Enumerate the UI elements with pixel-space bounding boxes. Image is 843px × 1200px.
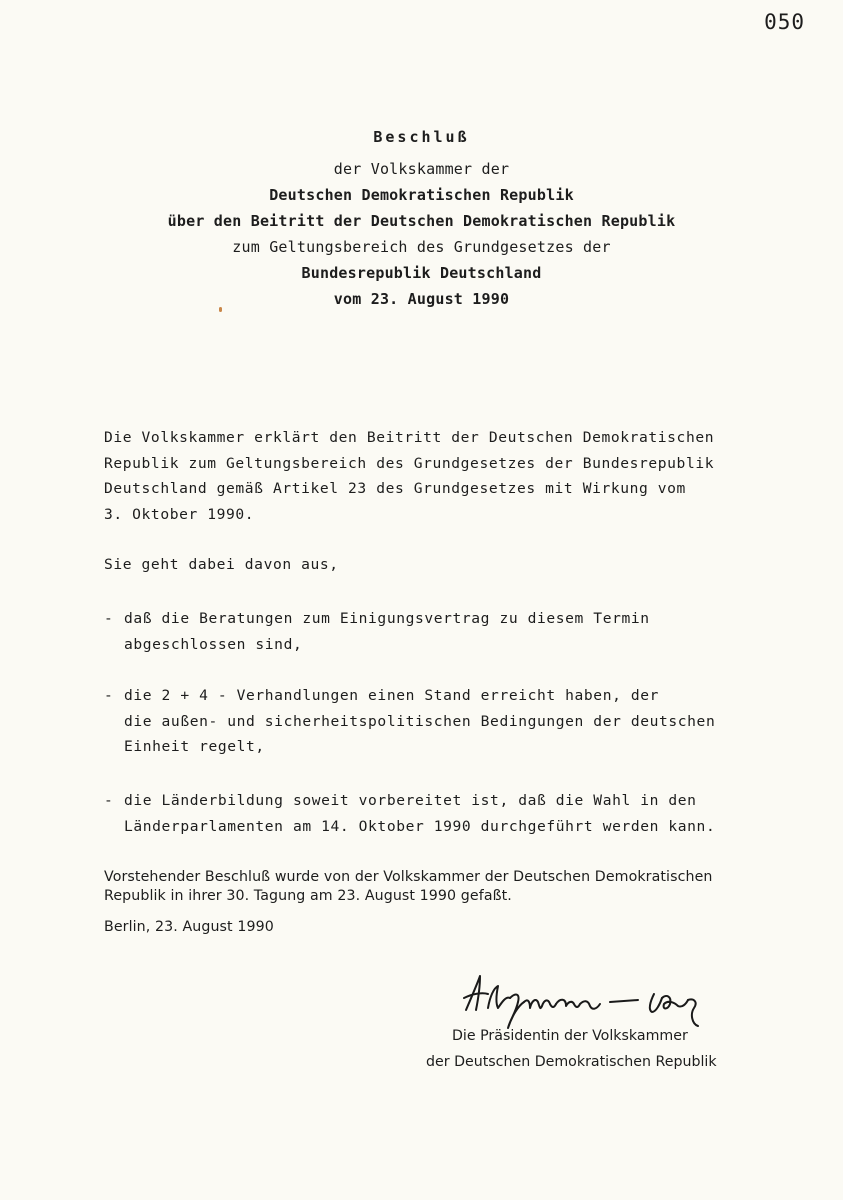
title-line: zum Geltungsbereich des Grundgesetzes der xyxy=(232,238,611,256)
closing-statement xyxy=(104,868,794,906)
text-line: Einheit regelt, xyxy=(124,738,265,755)
paragraph-declaration xyxy=(104,425,794,527)
text-line: 3. Oktober 1990. xyxy=(104,505,255,523)
text-line: die 2 + 4 - Verhandlungen einen Stand erreicht haben, der xyxy=(124,687,660,704)
bullet-item xyxy=(104,683,794,760)
title-line: vom 23. August 1990 xyxy=(333,290,510,308)
text-line: Vorstehender Beschluß wurde von der Volkskammer der Deutschen Demokratischen xyxy=(104,869,713,885)
text-line: daß die Beratungen zum Einigungsvertrag zu diesem Termin xyxy=(124,610,650,627)
signatory-institution: der Deutschen Demokratischen Republik xyxy=(426,1054,717,1070)
text-line: Sie geht dabei davon aus, xyxy=(104,556,339,573)
title-line: über den Beitritt der Deutschen Demokratischen Republik xyxy=(167,212,676,230)
bullet-item xyxy=(104,788,794,839)
paper-speck xyxy=(219,307,222,312)
title-line: der Volkskammer der xyxy=(333,160,510,178)
text-line: die Länderbildung soweit vorbereitet ist, daß die Wahl in den xyxy=(124,792,697,809)
title-line: Bundesrepublik Deutschland xyxy=(301,264,542,282)
bullet-dash: - xyxy=(104,792,114,809)
page-number: 050 xyxy=(764,10,805,34)
signatory-title: Die Präsidentin der Volkskammer xyxy=(452,1028,688,1044)
text-line: Republik zum Geltungsbereich des Grundgesetzes der Bundesrepublik xyxy=(104,454,715,472)
text-line: Republik in ihrer 30. Tagung am 23. August 1990 gefaßt. xyxy=(104,888,512,904)
text-line: Die Volkskammer erklärt den Beitritt der Deutschen Demokratischen xyxy=(104,429,715,446)
paragraph-assumption xyxy=(104,552,794,578)
title-heading: Beschluß xyxy=(373,128,470,146)
bullet-dash: - xyxy=(104,687,114,704)
text-line: Deutschland gemäß Artikel 23 des Grundgesetzes mit Wirkung vom xyxy=(104,480,686,497)
title-line: Deutschen Demokratischen Republik xyxy=(269,186,574,204)
text-line: Länderparlamenten am 14. Oktober 1990 durchgeführt werden kann. xyxy=(124,817,716,835)
text-line: abgeschlossen sind, xyxy=(124,635,303,653)
bullet-dash: - xyxy=(104,610,114,627)
bullet-item xyxy=(104,606,794,657)
title-block xyxy=(0,128,843,312)
text-line: die außen- und sicherheitspolitischen Bedingungen der deutschen xyxy=(124,712,716,730)
place-date: Berlin, 23. August 1990 xyxy=(104,919,274,935)
